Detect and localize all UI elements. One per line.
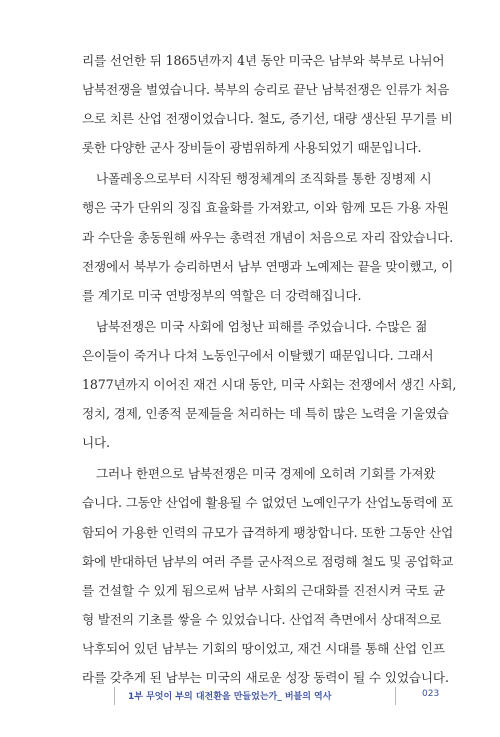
running-title: 1부 무엇이 부의 대전환을 만들었는가_ 버블의 역사	[128, 692, 332, 702]
text-line: 남북전쟁을 벌였습니다. 북부의 승리로 끝난 남북전쟁은 인류가 처음	[82, 82, 450, 98]
text-line: 를 계기로 미국 연방정부의 역할은 더 강력해집니다.	[82, 287, 362, 303]
body-text	[82, 46, 457, 692]
text-line: 라를 갖추게 된 남부는 미국의 새로운 성장 동력이 될 수 있었습니다.	[82, 669, 449, 685]
text-line: 남북전쟁은 미국 사회에 엄청난 피해를 주었습니다. 수많은 젊	[96, 318, 428, 334]
text-line: 과 수단을 총동원해 싸우는 총력전 개념이 처음으로 자리 잡았습니다.	[82, 229, 454, 245]
page-footer	[0, 683, 500, 713]
page-number: 023	[422, 689, 440, 699]
text-line: 그러나 한편으로 남북전쟁은 미국 경제에 오히려 기회를 가져왔	[96, 466, 436, 482]
text-line: 전쟁에서 북부가 승리하면서 남부 연맹과 노예제는 끝을 맞이했고, 이	[82, 258, 454, 274]
text-line: 나폴레옹으로부터 시작된 행정체계의 조직화를 통한 징병제 시	[96, 171, 432, 187]
footer-divider	[395, 687, 396, 705]
text-line: 리를 선언한 뒤 1865년까지 4년 동안 미국은 남부와 북부로 나뉘어	[82, 53, 445, 68]
text-line: 를 건설할 수 있게 됨으로써 남부 사회의 근대화를 진전시켜 국토 균	[82, 582, 445, 598]
text-line: 1877년까지 이어진 재건 시대 동안, 미국 사회는 전쟁에서 생긴 사회,	[82, 377, 457, 393]
text-line: 정치, 경제, 인종적 문제들을 처리하는 데 특히 많은 노력을 기울였습	[82, 406, 449, 422]
text-line: 은이들이 죽거나 다쳐 노동인구에서 이탈했기 때문입니다. 그래서	[82, 347, 434, 363]
text-line: 행은 국가 단위의 징집 효율화를 가져왔고, 이와 함께 모든 가용 자원	[82, 200, 449, 216]
text-line: 낙후되어 있던 남부는 기회의 땅이었고, 재건 시대를 통해 산업 인프	[82, 640, 445, 656]
text-line: 니다.	[82, 435, 110, 451]
text-line: 으로 치른 산업 전쟁이었습니다. 철도, 증기선, 대량 생산된 무기를 비	[82, 111, 453, 127]
text-line: 습니다. 그동안 산업에 활용될 수 없었던 노예인구가 산업노동력에 포	[82, 495, 454, 511]
footer-divider	[114, 687, 115, 705]
text-line: 화에 반대하던 남부의 여러 주를 군사적으로 점령해 철도 및 공업학교	[82, 553, 454, 569]
text-line: 형 발전의 기초를 쌓을 수 있었습니다. 산업적 측면에서 상대적으로	[82, 611, 442, 627]
text-line: 롯한 다양한 군사 장비들이 광범위하게 사용되었기 때문입니다.	[82, 140, 422, 156]
text-line: 함되어 가용한 인력의 규모가 급격하게 팽창합니다. 또한 그동안 산업	[82, 524, 454, 540]
